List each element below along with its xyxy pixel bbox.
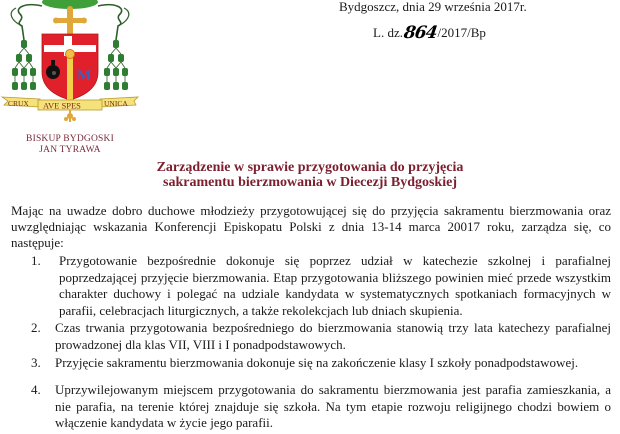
ref-prefix: L. dz. — [373, 25, 403, 40]
list-item-text: Przyjęcie sakramentu bierzmowania dokonuje się na zakończenie klasy I szkoły ponadpodstawowej. — [55, 355, 579, 370]
bishop-title: BISKUP BYDGOSKI — [26, 134, 114, 144]
bishop-name: JAN TYRAWA — [39, 145, 101, 155]
reference-number — [373, 25, 486, 41]
list-item-number: 2. — [31, 320, 41, 335]
ref-suffix: /2017/Bp — [437, 25, 486, 40]
list-item-3 — [31, 355, 611, 372]
place-and-date: Bydgoszcz, dnia 29 września 2017r. — [339, 0, 527, 14]
list-item-text: Uprzywilejowanym miejscem przygotowania do sakramentu bierzmowania jest parafia zamieszkania, a nie parafia, na terenie której znajduje się szkoła. Na tym etapie rozwoju religijnego chodzi bowiem o włączenie kandydata w życie jego parafii. — [55, 382, 611, 430]
svg-text:AVE SPES: AVE SPES — [43, 100, 81, 111]
list-item-4 — [31, 382, 611, 432]
intro-line-1: Mając na uwadze dobro duchowe młodzieży przygotowującej się do przyjęcia sakramentu bierzmowania oraz — [11, 203, 611, 218]
list-item-text: Czas trwania przygotowania bezpośredniego do bierzmowania stanowią trzy lata katechezy parafialnej prowadzonej dla klas VII, VIII i I ponadpodstawowych. — [55, 320, 611, 352]
list-item-number: 3. — [31, 355, 41, 370]
document-title — [140, 160, 480, 190]
coat-of-arms — [0, 0, 140, 130]
bishop-signature-block — [0, 134, 140, 156]
title-line-1: Zarządzenie w sprawie przygotowania do przyjęcia — [156, 160, 464, 175]
ref-handwritten-number: 864 — [402, 23, 438, 43]
svg-text:UNICA: UNICA — [104, 99, 128, 108]
svg-text:M: M — [77, 68, 92, 84]
svg-text:CRUX: CRUX — [8, 99, 29, 108]
list-item-number: 1. — [31, 253, 41, 268]
list-item-number: 4. — [31, 382, 41, 397]
intro-paragraph — [11, 203, 611, 251]
list-item-text: Przygotowanie bezpośrednie dokonuje się poprzez udział w katechezie szkolnej i parafialnej poprzedzającej przyjęcie bierzmowania. Etap przygotowania bliższego powinien mieć przede wszystkim charakter duchowy i polegać na udziale kandydata w systematycznych spotkaniach formacyjnych w parafii, celebracjach liturgicznych, a także rekolekcjach lub dniach skupienia. — [59, 253, 611, 318]
coat-of-arms-icon — [0, 0, 140, 130]
list-item-1 — [31, 253, 611, 319]
intro-line-2: uwzględniając wskazania Konferencji Episkopatu Polski z dnia 13-14 marca 20017 roku, zarządza się, co następuje: — [11, 219, 611, 250]
list-item-2 — [31, 320, 611, 353]
title-line-2: sakramentu bierzmowania w Diecezji Bydgoskiej — [163, 175, 457, 190]
